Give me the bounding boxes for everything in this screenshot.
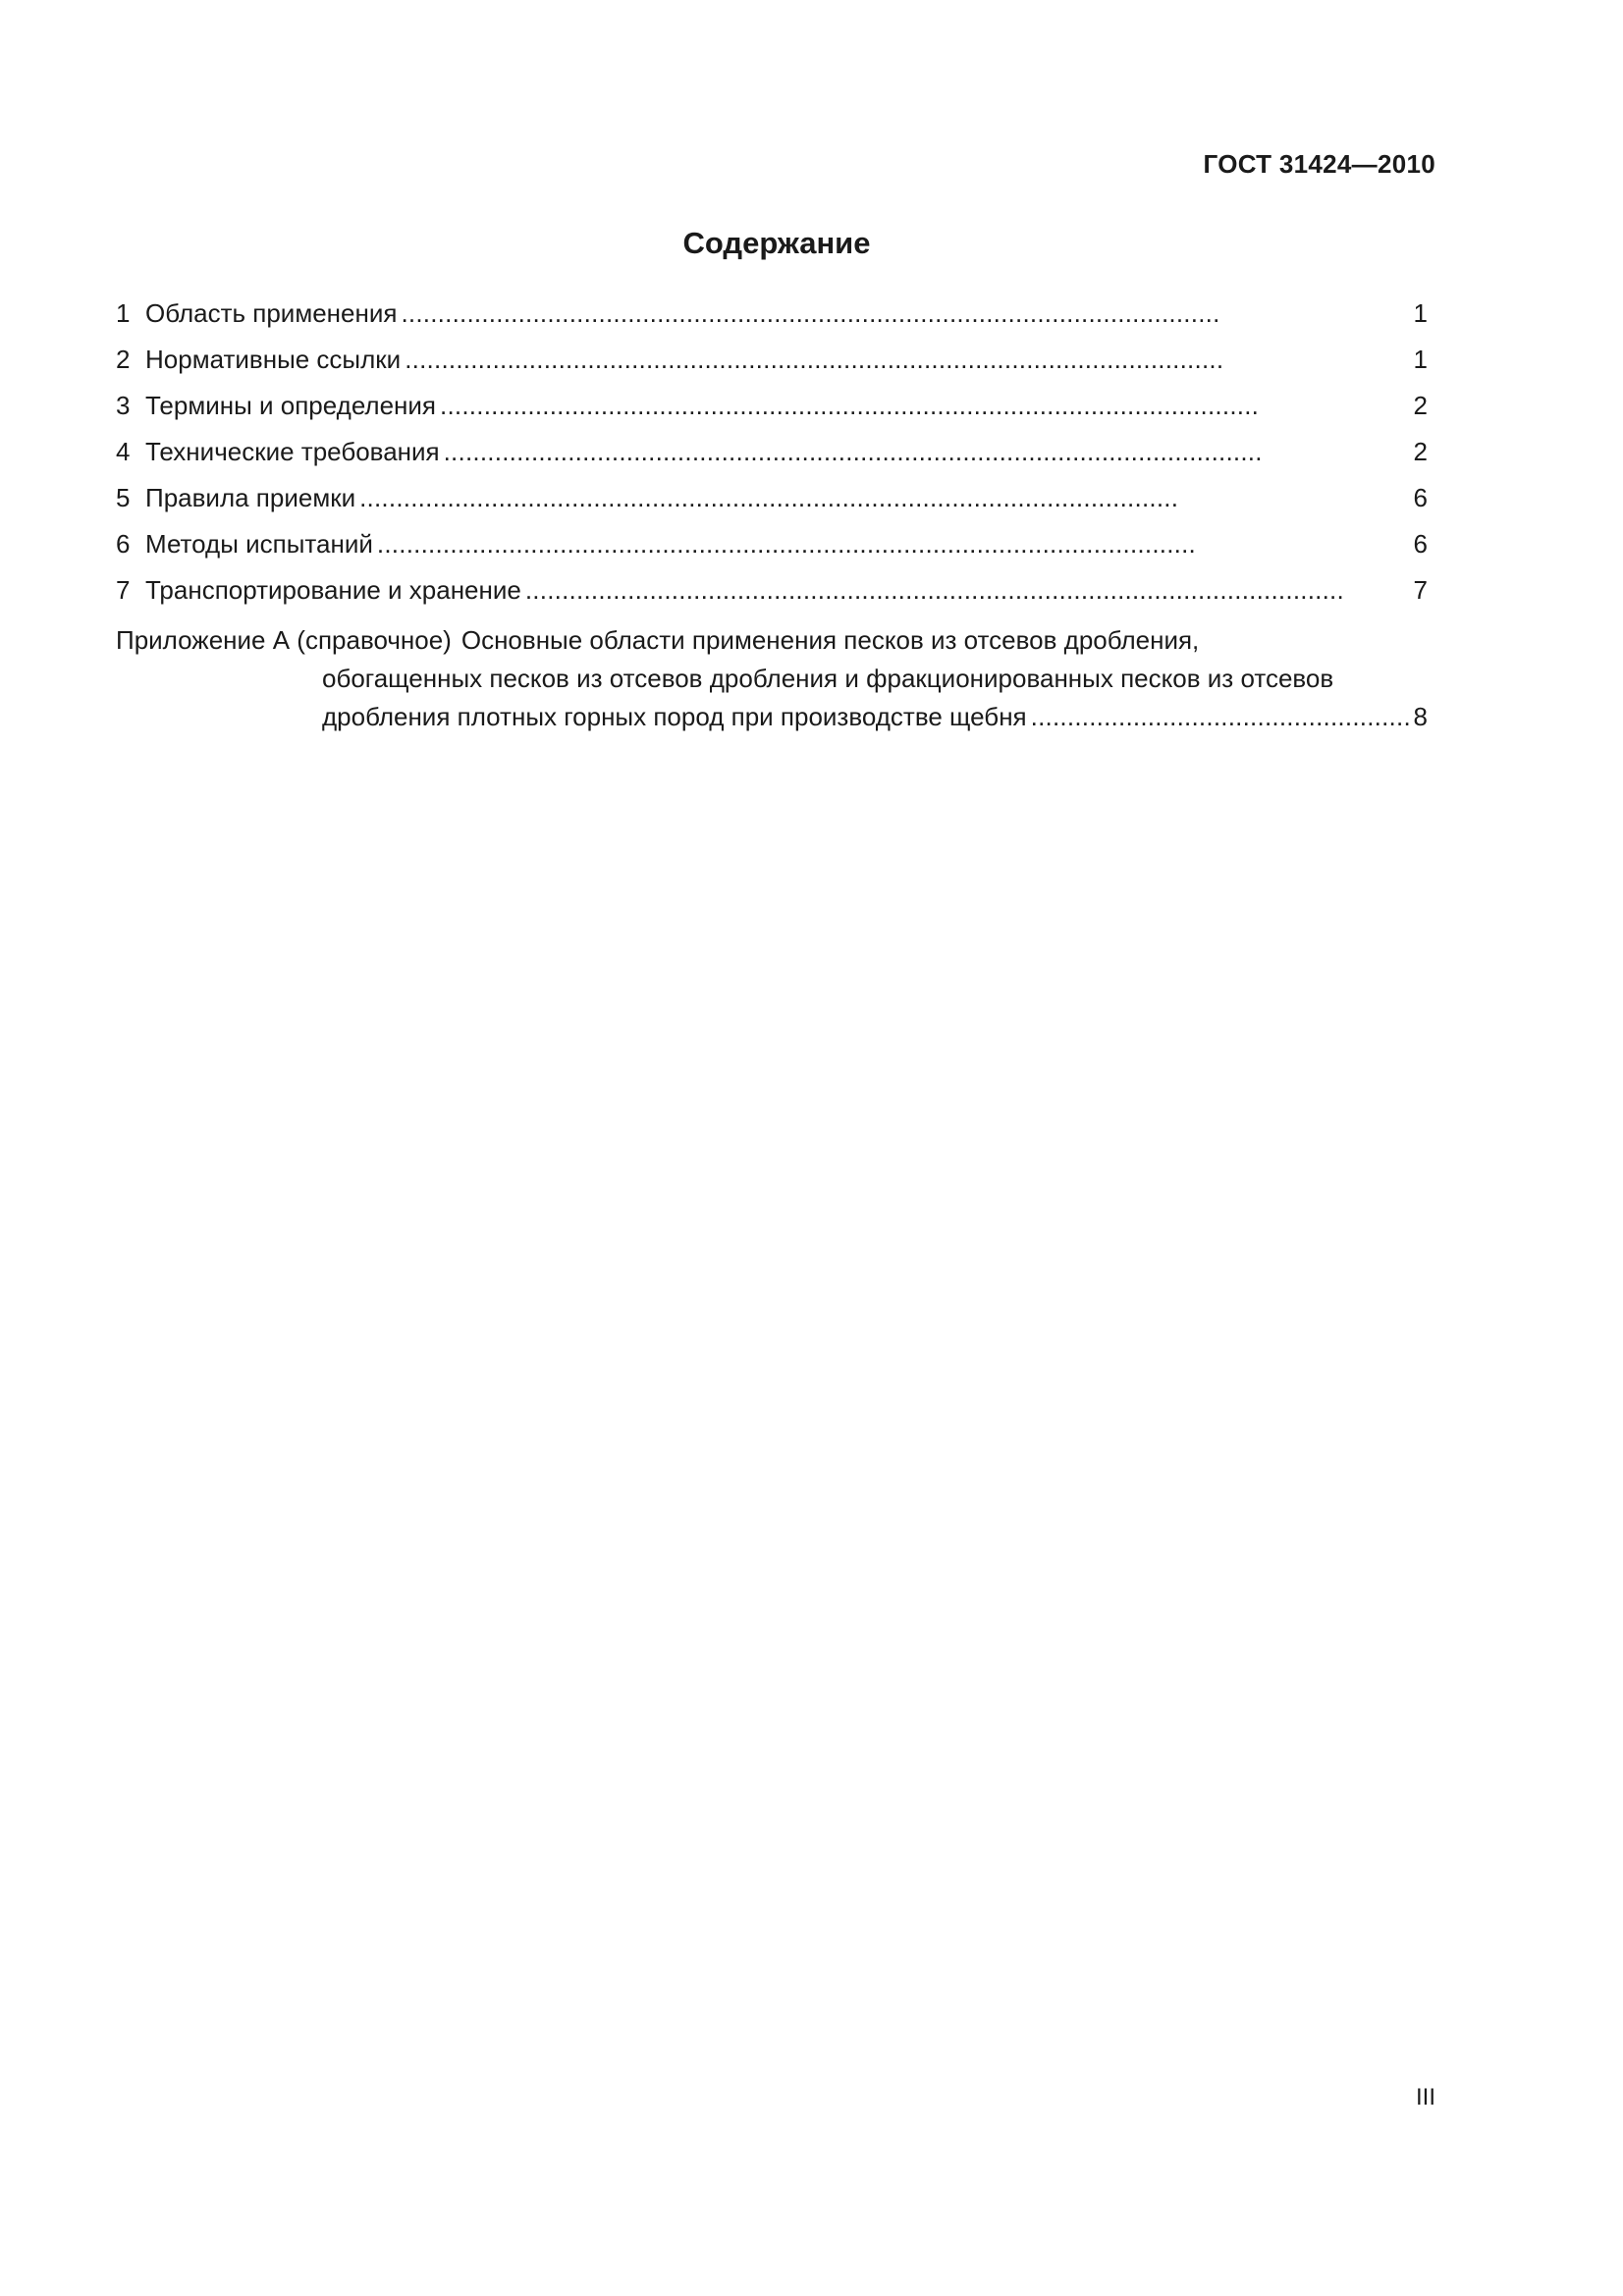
toc-entry-4[interactable] [116,437,1428,483]
appendix-line-1 [116,621,1428,660]
toc-entry-text: Нормативные ссылки [145,345,402,374]
toc-entry-number: 2 [116,345,131,374]
toc-entry-3[interactable] [116,391,1428,437]
page-number: III [1415,2084,1435,2110]
toc-entry-1[interactable] [116,298,1428,345]
appendix-title-line-1: Основные области применения песков из отсевов дробления, [460,625,1200,655]
toc-entry-text: Область применения [145,298,398,328]
toc-entry-2[interactable] [116,345,1428,391]
toc-entry-6[interactable] [116,529,1428,575]
toc-leader-dots [359,483,1411,513]
toc-entry-page: 2 [1413,391,1428,420]
toc-entry-number: 3 [116,391,131,420]
appendix-title-line-2: обогащенных песков из отсевов дробления и фракционированных песков из отсевов [322,664,1334,693]
toc-leader-dots [1031,698,1412,736]
toc-leader-dots [440,391,1412,421]
toc-entry-page: 7 [1413,575,1428,605]
toc-entry-number: 7 [116,575,131,605]
toc-entry-5[interactable] [116,483,1428,529]
toc-leader-dots [405,345,1411,375]
document-code: ГОСТ 31424—2010 [1203,149,1435,179]
toc-entry-text: Транспортирование и хранение [145,575,521,605]
toc-entry-number: 6 [116,529,131,559]
toc-entry-number: 5 [116,483,131,512]
toc-entry-number: 1 [116,298,131,328]
toc-entry-page: 1 [1413,345,1428,374]
table-of-contents [116,298,1428,736]
toc-entry-text: Методы испытаний [145,529,373,559]
toc-entry-text: Технические требования [145,437,440,466]
appendix-line-3 [116,698,1428,736]
toc-title: Содержание [682,226,871,260]
toc-leader-dots [401,298,1411,329]
toc-entry-text: Правила приемки [145,483,356,512]
appendix-title-line-3: дробления плотных горных пород при производстве щебня [322,702,1027,731]
toc-entry-text: Термины и определения [145,391,437,420]
toc-entry-page: 1 [1413,298,1428,328]
toc-entry-number: 4 [116,437,131,466]
toc-entry-page: 6 [1413,483,1428,512]
toc-leader-dots [377,529,1412,560]
toc-entry-7[interactable] [116,575,1428,621]
toc-entry-page: 6 [1413,529,1428,559]
appendix-label: Приложение А (справочное) [116,625,452,655]
toc-entry-page: 8 [1413,702,1428,731]
toc-leader-dots [525,575,1412,606]
toc-leader-dots [444,437,1412,467]
toc-appendix-entry[interactable] [116,621,1428,736]
toc-entry-page: 2 [1413,437,1428,466]
